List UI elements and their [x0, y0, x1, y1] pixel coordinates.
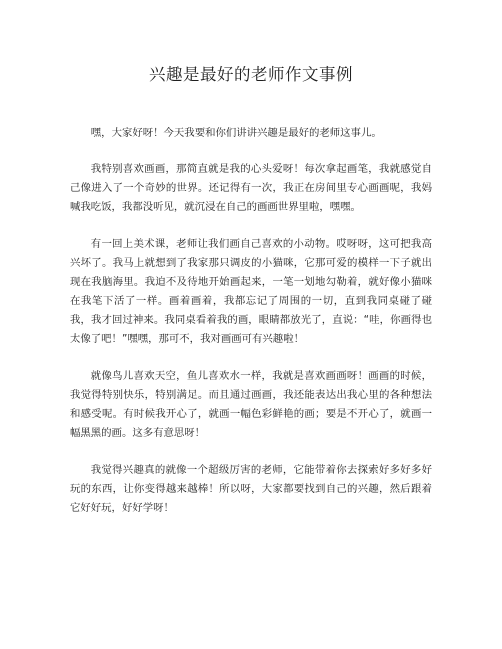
- paragraph-3: 有一回上美术课，老师让我们画自己喜欢的小动物。哎呀呀，这可把我高兴坏了。我马上就想到了我家那只调皮的小猫咪，它那可爱的模样一下子就出现在我脑海里。我迫不及待地开始画起来，一笔一划地勾勒着，就好像小猫咪在我笔下活了一样。画着画着，我都忘记了周围的一切，直到我同桌碰了碰我，我才回过神来。我同桌看着我的画，眼睛都放光了，直说：“哇，你画得也太像了吧！”嘿嘿，那可不，我对画画可有兴趣啦！: [70, 238, 432, 345]
- paragraph-1: 嘿，大家好呀！今天我要和你们讲讲兴趣是最好的老师这事儿。: [90, 127, 382, 139]
- document-body: [70, 124, 432, 536]
- paragraph-5: 我觉得兴趣真的就像一个超级厉害的老师，它能带着你去探索好多好多好玩的东西，让你变得越来越棒！所以呀，大家都要找到自己的兴趣，然后跟着它好好玩，好好学呀！: [70, 464, 432, 514]
- document-title: 兴趣是最好的老师作文事例: [149, 65, 353, 84]
- paragraph-2: 我特别喜欢画画，那简直就是我的心头爱呀！每次拿起画笔，我就感觉自己像进入了一个奇妙的世界。还记得有一次，我正在房间里专心画画呢，我妈喊我吃饭，我都没听见，就沉浸在自己的画画世界里啦，嘿嘿。: [70, 163, 432, 213]
- paragraph-4: 就像鸟儿喜欢天空，鱼儿喜欢水一样，我就是喜欢画画呀！画画的时候，我觉得特别快乐，特别满足。而且通过画画，我还能表达出我心里的各种想法和感受呢。有时候我开心了，就画一幅色彩鲜艳的画；要是不开心了，就画一幅黑黑的画。这多有意思呀！: [70, 370, 432, 439]
